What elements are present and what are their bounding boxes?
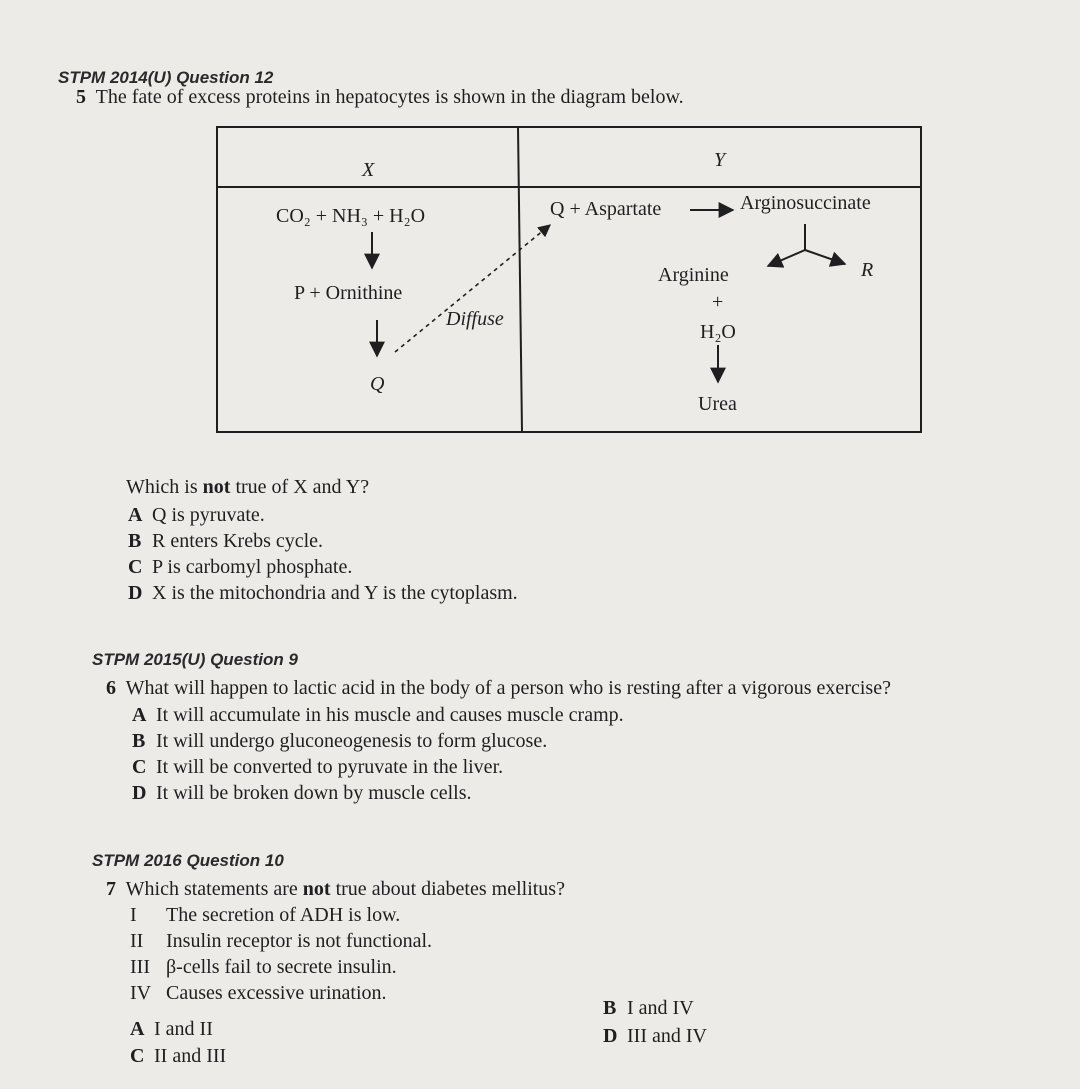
q7-statement-4	[130, 982, 387, 1005]
option-text: It will accumulate in his muscle and causes muscle cramp.	[156, 704, 624, 726]
diagram-column-divider	[518, 127, 522, 432]
option-text: II and III	[154, 1045, 227, 1067]
arrow-y-left	[768, 250, 805, 266]
q7-option-b	[603, 997, 694, 1020]
diagram-table-border	[217, 127, 921, 432]
y-arginosuccinate: Arginosuccinate	[740, 192, 871, 214]
option-text: R enters Krebs cycle.	[152, 530, 324, 552]
q7-statement-3	[130, 956, 397, 979]
q6-stem-text: What will happen to lactic acid in the body of a person who is resting after a vigorous exercise?	[125, 677, 891, 699]
statement-text: β-cells fail to secrete insulin.	[166, 956, 397, 978]
arrow-y-right	[805, 250, 845, 264]
option-letter: B	[603, 997, 617, 1019]
q7-statement-1	[130, 904, 400, 927]
q7-option-c	[130, 1045, 226, 1068]
q7-stem-post: true about diabetes mellitus?	[330, 878, 565, 900]
statement-text: Insulin receptor is not functional.	[166, 930, 433, 952]
option-text: It will undergo gluconeogenesis to form glucose.	[156, 730, 548, 752]
option-letter: D	[603, 1025, 618, 1047]
q7-option-d	[603, 1025, 707, 1048]
option-text: X is the mitochondria and Y is the cytoplasm.	[152, 582, 518, 604]
q6-option-a	[132, 704, 624, 727]
statement-roman: I	[130, 904, 137, 926]
statement-text: Causes excessive urination.	[166, 982, 387, 1004]
q6-option-d	[132, 782, 472, 805]
q6-source: STPM 2015(U) Question 9	[92, 650, 298, 669]
y-q-aspartate: Q + Aspartate	[550, 198, 662, 220]
y-urea: Urea	[698, 393, 737, 415]
q5-option-d	[128, 582, 518, 605]
q7-source: STPM 2016 Question 10	[92, 851, 284, 870]
q5-option-c	[128, 556, 352, 579]
q7-number: 7	[106, 878, 116, 900]
option-letter: B	[128, 530, 142, 552]
q5-question-post: true of X and Y?	[230, 476, 370, 498]
q6-stem	[106, 677, 891, 700]
option-text: Q is pyruvate.	[152, 504, 265, 526]
statement-roman: IV	[130, 982, 152, 1004]
diffuse-arrow	[395, 225, 550, 352]
q6-option-c	[132, 756, 503, 779]
option-letter: B	[132, 730, 146, 752]
q6-option-b	[132, 730, 547, 753]
col-x-label: X	[362, 159, 375, 181]
x-reactants: CO₂ + NH₃ + H₂O	[276, 205, 426, 227]
option-text: P is carbomyl phosphate.	[152, 556, 353, 578]
statement-text: The secretion of ADH is low.	[166, 904, 401, 926]
option-letter: A	[128, 504, 143, 526]
option-text: I and II	[154, 1018, 213, 1040]
q7-statement-2	[130, 930, 432, 953]
q5-option-a	[128, 504, 265, 527]
option-letter: D	[132, 782, 147, 804]
q5-number: 5	[76, 86, 86, 108]
q7-stem	[106, 878, 565, 901]
statement-roman: III	[130, 956, 150, 978]
q5-question-bold: not	[202, 476, 231, 498]
q7-option-a	[130, 1018, 213, 1041]
option-text: It will be converted to pyruvate in the liver.	[156, 756, 504, 778]
option-letter: C	[132, 756, 147, 778]
q7-stem-bold: not	[302, 878, 331, 900]
x-q: Q	[370, 373, 385, 395]
col-y-label: Y	[714, 149, 726, 171]
y-plus: +	[712, 291, 724, 313]
option-letter: C	[128, 556, 143, 578]
q5-diagram-svg	[0, 0, 1080, 460]
statement-roman: II	[130, 930, 144, 952]
y-arginine: Arginine	[658, 264, 729, 286]
option-letter: A	[132, 704, 147, 726]
option-letter: D	[128, 582, 143, 604]
option-text: III and IV	[627, 1025, 707, 1047]
q5-source: STPM 2014(U) Question 12	[58, 68, 274, 87]
y-r: R	[861, 259, 874, 281]
q5-stem-text: The fate of excess proteins in hepatocytes is shown in the diagram below.	[95, 86, 684, 108]
x-p-ornithine: P + Ornithine	[294, 282, 403, 304]
q5-question-pre: Which is	[126, 476, 203, 498]
option-text: It will be broken down by muscle cells.	[156, 782, 472, 804]
q7-stem-pre: Which statements are	[125, 878, 303, 900]
q5-diagram	[0, 0, 1080, 460]
y-water: H₂O	[700, 321, 736, 343]
option-text: I and IV	[627, 997, 694, 1019]
q5-option-b	[128, 530, 323, 553]
q6-number: 6	[106, 677, 116, 699]
option-letter: C	[130, 1045, 145, 1067]
option-letter: A	[130, 1018, 145, 1040]
diffuse-label: Diffuse	[446, 308, 504, 330]
q5-question	[126, 476, 369, 499]
